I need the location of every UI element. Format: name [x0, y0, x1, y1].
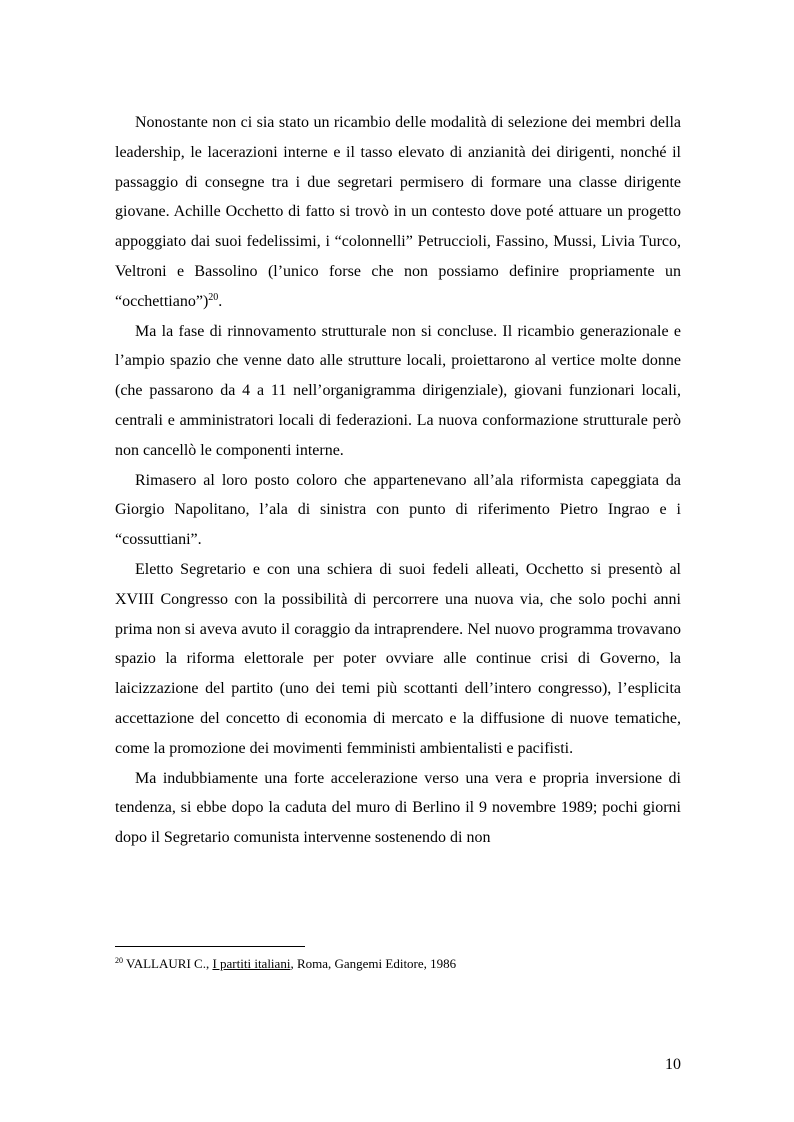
body-text — [115, 108, 681, 853]
footnote-title: I partiti italiani — [212, 956, 291, 971]
paragraph-1-end: . — [218, 292, 223, 310]
footnote — [115, 956, 681, 972]
paragraph-1 — [115, 108, 681, 317]
paragraph-4: Eletto Segretario e con una schiera di suoi fedeli alleati, Occhetto si presentò al XVIII Congresso con la possibilità di percorrere una nuova via, che solo pochi anni prima non si aveva avuto il coraggio da intraprendere. Nel nuovo programma trovavano spazio la riforma elettorale per poter ovviare alle continue crisi di Governo, la laicizzazione del partito (uno dei temi più scottanti dell’intero congresso), l’esplicita accettazione del concetto di economia di mercato e la diffusione di nuove tematiche, come la promozione dei movimenti femministi ambientalisti e pacifisti. — [115, 560, 681, 757]
page-number: 10 — [665, 1056, 681, 1073]
footnote-reference: 20 — [208, 291, 219, 303]
footnote-details: , Roma, Gangemi Editore, 1986 — [290, 956, 457, 971]
paragraph-5: Ma indubbiamente una forte accelerazione verso una vera e propria inversione di tendenza, si ebbe dopo la caduta del muro di Berlino il 9 novembre 1989; pochi giorni dopo il Segretario comunista intervenne sostenendo di non — [115, 769, 681, 847]
footnote-number: 20 — [115, 956, 123, 965]
footnote-separator — [115, 946, 305, 947]
paragraph-1-text: Nonostante non ci sia stato un ricambio delle modalità di selezione dei membri della leadership, le lacerazioni interne e il tasso elevato di anzianità dei dirigenti, nonché il passaggio di consegne tra i due segretari permisero di formare una classe dirigente giovane. Achille Occhetto di fatto si trovò in un contesto dove poté attuare un progetto appoggiato dai suoi fedelissimi, i “colonnelli” Petruccioli, Fassino, Mussi, Livia Turco, Veltroni e Bassolino (l’unico forse che non possiamo definire propriamente un “occhettiano”) — [115, 114, 681, 310]
footnote-author: VALLAURI C., — [126, 956, 213, 971]
paragraph-2: Ma la fase di rinnovamento strutturale non si concluse. Il ricambio generazionale e l’ampio spazio che venne dato alle strutture locali, proiettarono al vertice molte donne (che passarono da 4 a 11 nell’organigramma dirigenziale), giovani funzionari locali, centrali e amministratori locali di federazioni. La nuova conformazione strutturale però non cancellò le componenti interne. — [115, 322, 681, 459]
paragraph-3: Rimasero al loro posto coloro che appartenevano all’ala riformista capeggiata da Giorgio Napolitano, l’ala di sinistra con punto di riferimento Pietro Ingrao e i “cossuttiani”. — [115, 471, 681, 549]
